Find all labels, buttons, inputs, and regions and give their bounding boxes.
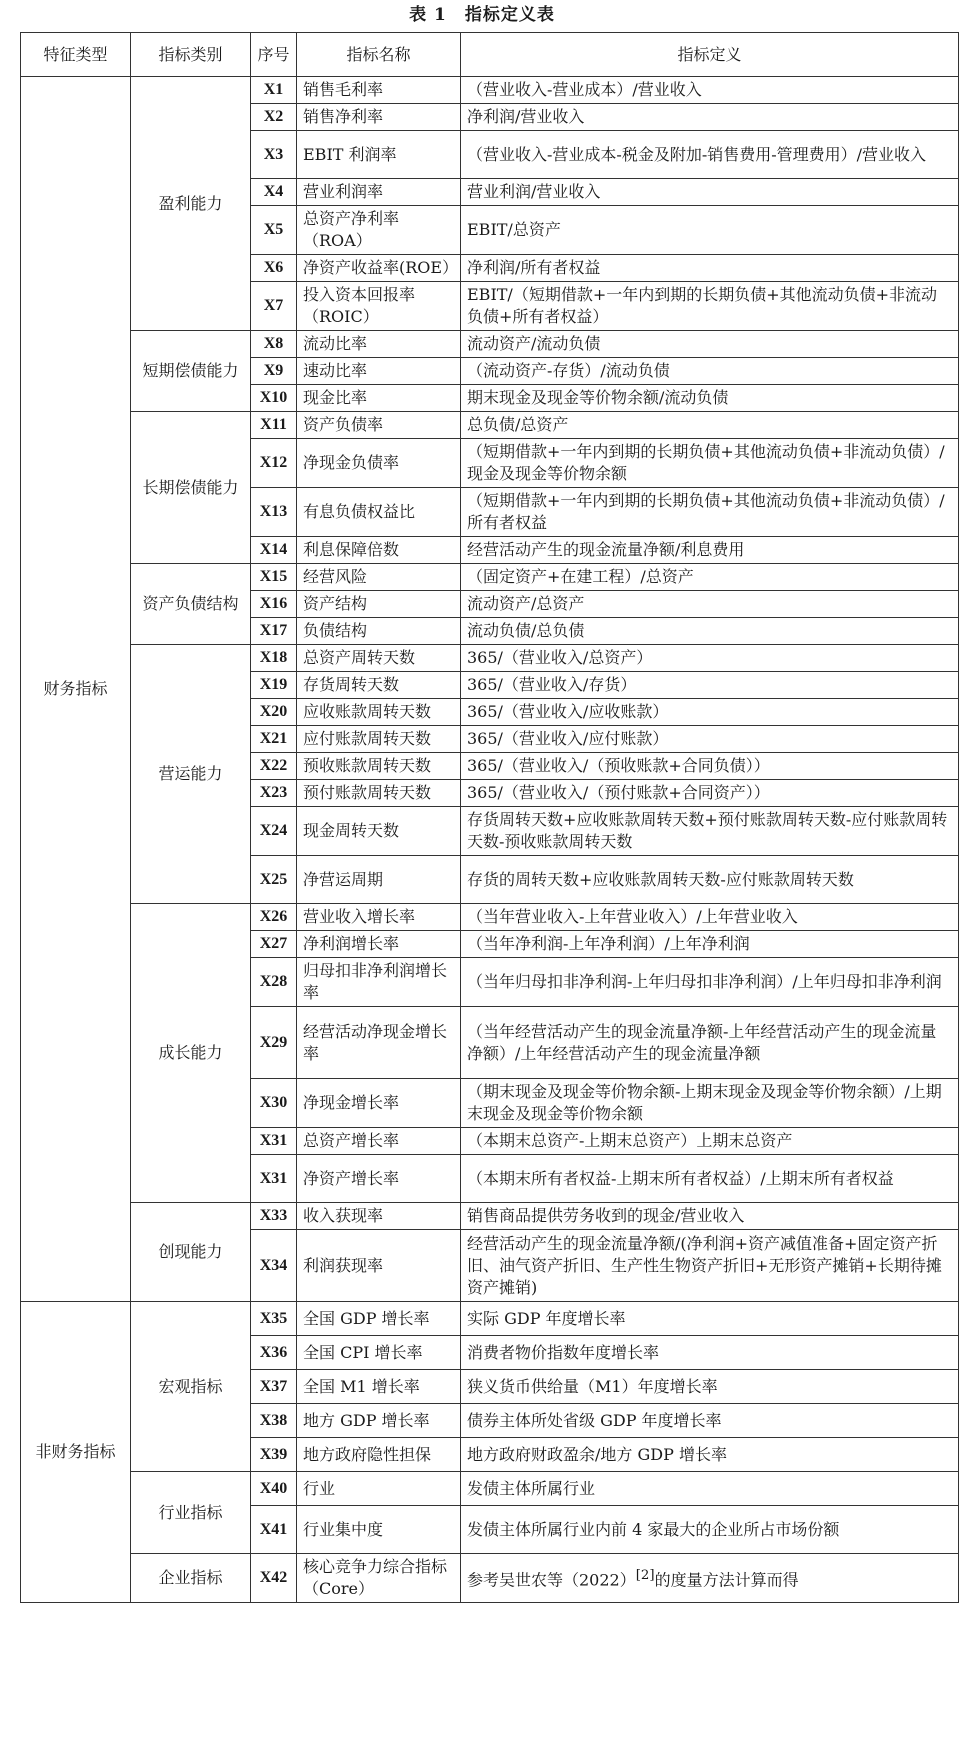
row-name: 营业收入增长率 (297, 904, 461, 931)
row-code: X3 (251, 131, 297, 179)
row-name: EBIT 利润率 (297, 131, 461, 179)
row-definition: 365/（营业收入/总资产） (461, 645, 959, 672)
table-row (21, 564, 959, 591)
row-definition: 365/（营业收入/（预收账款+合同负债）） (461, 753, 959, 780)
category-enterprise: 企业指标 (131, 1554, 251, 1603)
row-code: X17 (251, 618, 297, 645)
row-code: X25 (251, 856, 297, 904)
row-name: 行业 (297, 1472, 461, 1506)
row-definition: 经营活动产生的现金流量净额/(净利润+资产减值准备+固定资产折旧、油气资产折旧、生产性生物资产折旧+无形资产摊销+长期待摊资产摊销) (461, 1230, 959, 1302)
row-name: 销售毛利率 (297, 77, 461, 104)
row-code: X9 (251, 358, 297, 385)
header-row (21, 33, 959, 77)
row-definition: （营业收入-营业成本）/营业收入 (461, 77, 959, 104)
indicator-definition-table (20, 32, 959, 1603)
row-name: 存货周转天数 (297, 672, 461, 699)
row-name: 全国 CPI 增长率 (297, 1336, 461, 1370)
row-name: 负债结构 (297, 618, 461, 645)
row-definition (461, 1554, 959, 1603)
category-industry: 行业指标 (131, 1472, 251, 1554)
row-definition: （期末现金及现金等价物余额-上期末现金及现金等价物余额）/上期末现金及现金等价物余额 (461, 1079, 959, 1128)
row-definition: （短期借款+一年内到期的长期负债+其他流动负债+非流动负债）/所有者权益 (461, 488, 959, 537)
row-definition: （营业收入-营业成本-税金及附加-销售费用-管理费用）/营业收入 (461, 131, 959, 179)
row-definition: 流动资产/流动负债 (461, 331, 959, 358)
row-definition: （流动资产-存货）/流动负债 (461, 358, 959, 385)
row-code: X26 (251, 904, 297, 931)
row-code: X31 (251, 1128, 297, 1155)
row-definition: EBIT/（短期借款+一年内到期的长期负债+其他流动负债+非流动负债+所有者权益） (461, 282, 959, 331)
row-definition: 期末现金及现金等价物余额/流动负债 (461, 385, 959, 412)
category-capital-structure: 资产负债结构 (131, 564, 251, 645)
row-name: 净资产增长率 (297, 1155, 461, 1203)
row-code: X20 (251, 699, 297, 726)
group-financial: 财务指标 (21, 77, 131, 1302)
row-name: 经营活动净现金增长率 (297, 1007, 461, 1079)
table-row (21, 1302, 959, 1336)
definition-text: 参考吴世农等（2022） (467, 1570, 636, 1590)
row-code: X12 (251, 439, 297, 488)
row-code: X24 (251, 807, 297, 856)
row-definition: 债券主体所处省级 GDP 年度增长率 (461, 1404, 959, 1438)
row-definition: 365/（营业收入/存货） (461, 672, 959, 699)
row-definition: 营业利润/营业收入 (461, 179, 959, 206)
row-code: X1 (251, 77, 297, 104)
row-name: 总资产增长率 (297, 1128, 461, 1155)
row-code: X14 (251, 537, 297, 564)
row-definition: （本期末所有者权益-上期末所有者权益）/上期末所有者权益 (461, 1155, 959, 1203)
row-name: 总资产周转天数 (297, 645, 461, 672)
row-name: 投入资本回报率（ROIC） (297, 282, 461, 331)
row-definition: 发债主体所属行业内前 4 家最大的企业所占市场份额 (461, 1506, 959, 1554)
category-growth: 成长能力 (131, 904, 251, 1203)
category-cash-generation: 创现能力 (131, 1203, 251, 1302)
row-name: 现金周转天数 (297, 807, 461, 856)
table-row (21, 1472, 959, 1506)
row-name: 速动比率 (297, 358, 461, 385)
row-definition: 存货周转天数+应收账款周转天数+预付账款周转天数-应付账款周转天数-预收账款周转天数 (461, 807, 959, 856)
row-code: X40 (251, 1472, 297, 1506)
row-name: 营业利润率 (297, 179, 461, 206)
row-code: X18 (251, 645, 297, 672)
row-code: X36 (251, 1336, 297, 1370)
row-definition: 实际 GDP 年度增长率 (461, 1302, 959, 1336)
row-code: X16 (251, 591, 297, 618)
row-name: 净现金增长率 (297, 1079, 461, 1128)
row-code: X27 (251, 931, 297, 958)
row-definition: （本期末总资产-上期末总资产）上期末总资产 (461, 1128, 959, 1155)
category-long-solvency: 长期偿债能力 (131, 412, 251, 564)
row-code: X31 (251, 1155, 297, 1203)
table-caption: 表 1 指标定义表 (409, 5, 555, 25)
definition-tail: 的度量方法计算而得 (654, 1570, 799, 1590)
row-code: X38 (251, 1404, 297, 1438)
row-definition: （当年净利润-上年净利润）/上年净利润 (461, 931, 959, 958)
row-name: 销售净利率 (297, 104, 461, 131)
row-name: 有息负债权益比 (297, 488, 461, 537)
header-indicator-name: 指标名称 (297, 33, 461, 77)
row-code: X35 (251, 1302, 297, 1336)
row-code: X30 (251, 1079, 297, 1128)
row-name: 收入获现率 (297, 1203, 461, 1230)
row-name: 现金比率 (297, 385, 461, 412)
row-name: 利润获现率 (297, 1230, 461, 1302)
category-macro: 宏观指标 (131, 1302, 251, 1472)
row-code: X22 (251, 753, 297, 780)
table-row (21, 331, 959, 358)
table-row (21, 904, 959, 931)
row-code: X23 (251, 780, 297, 807)
row-code: X21 (251, 726, 297, 753)
row-code: X33 (251, 1203, 297, 1230)
row-definition: 净利润/营业收入 (461, 104, 959, 131)
header-feature-type: 特征类型 (21, 33, 131, 77)
header-indicator-definition: 指标定义 (461, 33, 959, 77)
row-definition: 消费者物价指数年度增长率 (461, 1336, 959, 1370)
row-definition: 总负债/总资产 (461, 412, 959, 439)
row-code: X19 (251, 672, 297, 699)
table-row (21, 1203, 959, 1230)
row-code: X42 (251, 1554, 297, 1603)
row-name: 资产结构 (297, 591, 461, 618)
row-name: 应收账款周转天数 (297, 699, 461, 726)
row-definition: 经营活动产生的现金流量净额/利息费用 (461, 537, 959, 564)
row-name: 净营运周期 (297, 856, 461, 904)
row-code: X15 (251, 564, 297, 591)
table-row (21, 1554, 959, 1603)
row-definition: 狭义货币供给量（M1）年度增长率 (461, 1370, 959, 1404)
row-code: X10 (251, 385, 297, 412)
row-definition: 365/（营业收入/应付账款） (461, 726, 959, 753)
row-name: 经营风险 (297, 564, 461, 591)
table-row (21, 412, 959, 439)
row-definition: （当年归母扣非净利润-上年归母扣非净利润）/上年归母扣非净利润 (461, 958, 959, 1007)
header-seq: 序号 (251, 33, 297, 77)
row-definition: 流动资产/总资产 (461, 591, 959, 618)
row-name: 归母扣非净利润增长率 (297, 958, 461, 1007)
row-definition: EBIT/总资产 (461, 206, 959, 255)
row-definition: 销售商品提供劳务收到的现金/营业收入 (461, 1203, 959, 1230)
row-code: X7 (251, 282, 297, 331)
row-name: 地方政府隐性担保 (297, 1438, 461, 1472)
row-definition: 净利润/所有者权益 (461, 255, 959, 282)
category-short-solvency: 短期偿债能力 (131, 331, 251, 412)
row-name: 应付账款周转天数 (297, 726, 461, 753)
row-code: X37 (251, 1370, 297, 1404)
row-definition: 365/（营业收入/（预付账款+合同资产）） (461, 780, 959, 807)
row-definition: （当年营业收入-上年营业收入）/上年营业收入 (461, 904, 959, 931)
row-definition: （固定资产+在建工程）/总资产 (461, 564, 959, 591)
row-name: 净资产收益率(ROE） (297, 255, 461, 282)
row-code: X8 (251, 331, 297, 358)
row-code: X2 (251, 104, 297, 131)
row-name: 地方 GDP 增长率 (297, 1404, 461, 1438)
row-name: 全国 GDP 增长率 (297, 1302, 461, 1336)
row-definition: 流动负债/总负债 (461, 618, 959, 645)
reference-marker[interactable]: [2] (635, 1567, 655, 1583)
row-code: X29 (251, 1007, 297, 1079)
row-name: 总资产净利率（ROA） (297, 206, 461, 255)
row-name: 净利润增长率 (297, 931, 461, 958)
row-code: X41 (251, 1506, 297, 1554)
row-name: 全国 M1 增长率 (297, 1370, 461, 1404)
table-row (21, 645, 959, 672)
row-definition: 地方政府财政盈余/地方 GDP 增长率 (461, 1438, 959, 1472)
table-row (21, 77, 959, 104)
row-name: 净现金负债率 (297, 439, 461, 488)
row-code: X13 (251, 488, 297, 537)
row-code: X5 (251, 206, 297, 255)
row-definition: 发债主体所属行业 (461, 1472, 959, 1506)
row-name: 流动比率 (297, 331, 461, 358)
row-name: 预付账款周转天数 (297, 780, 461, 807)
row-code: X39 (251, 1438, 297, 1472)
header-indicator-category: 指标类别 (131, 33, 251, 77)
row-code: X4 (251, 179, 297, 206)
row-name: 资产负债率 (297, 412, 461, 439)
row-name: 核心竞争力综合指标（Core） (297, 1554, 461, 1603)
row-name: 行业集中度 (297, 1506, 461, 1554)
row-definition: （当年经营活动产生的现金流量净额-上年经营活动产生的现金流量净额）/上年经营活动产生的现金流量净额 (461, 1007, 959, 1079)
row-definition: （短期借款+一年内到期的长期负债+其他流动负债+非流动负债）/现金及现金等价物余额 (461, 439, 959, 488)
row-definition: 365/（营业收入/应收账款） (461, 699, 959, 726)
group-non-financial: 非财务指标 (21, 1302, 131, 1603)
row-name: 预收账款周转天数 (297, 753, 461, 780)
category-profitability: 盈利能力 (131, 77, 251, 331)
row-definition: 存货的周转天数+应收账款周转天数-应付账款周转天数 (461, 856, 959, 904)
category-operating: 营运能力 (131, 645, 251, 904)
row-code: X11 (251, 412, 297, 439)
row-name: 利息保障倍数 (297, 537, 461, 564)
row-code: X28 (251, 958, 297, 1007)
row-code: X6 (251, 255, 297, 282)
row-code: X34 (251, 1230, 297, 1302)
